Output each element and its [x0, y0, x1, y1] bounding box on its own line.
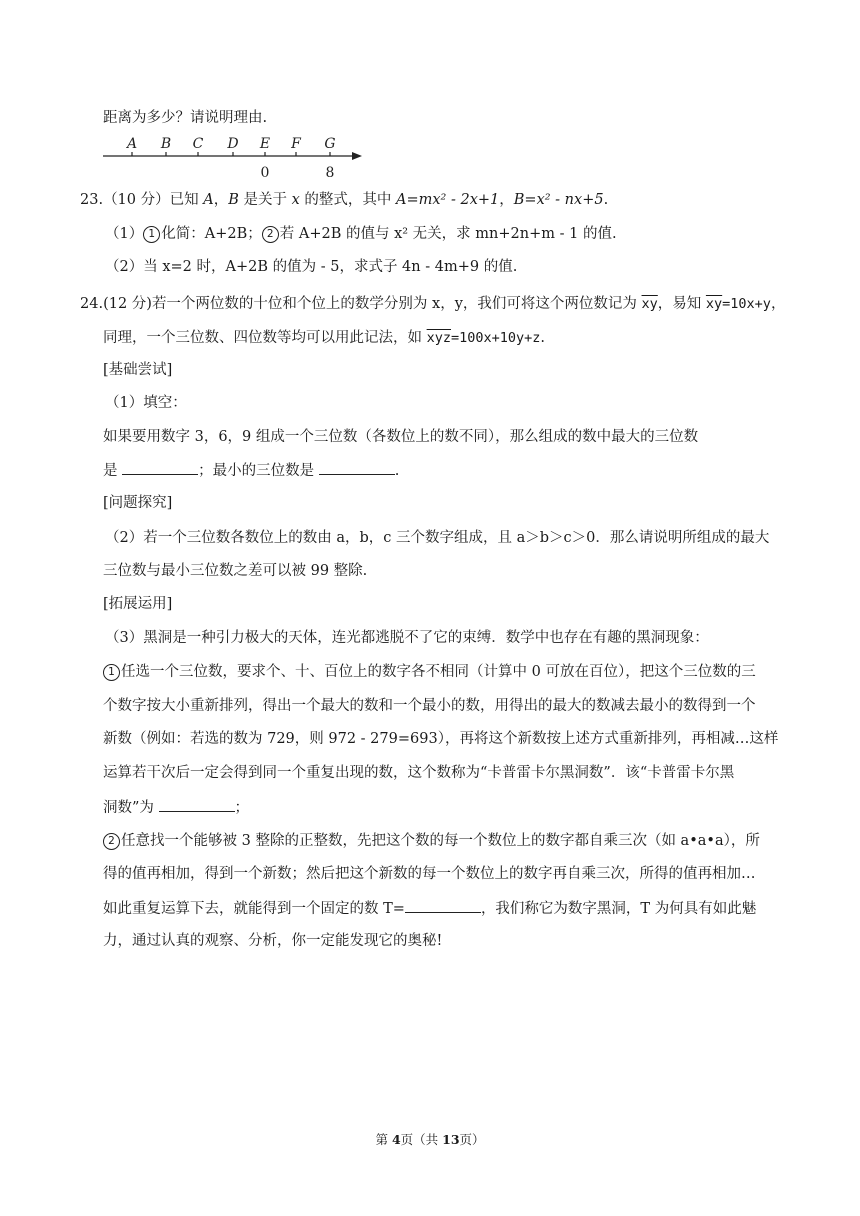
- q24-text: 任选一个三位数，要求个、十、百位上的数字各不相同（计算中 0 可放在百位），把这个三位数的三: [121, 664, 756, 680]
- footer-text: 页）: [459, 1132, 485, 1147]
- q24-part1-line1: 如果要用数字 3，6，9 组成一个三位数（各数位上的数不同），那么组成的数中最大的三位数: [103, 429, 699, 445]
- q24-part3-line6: [103, 797, 249, 818]
- q23-text: 已知: [169, 192, 204, 208]
- footer-text: 第: [375, 1132, 392, 1147]
- q24-text: 若一个两位数的十位和个位上的数学分别为 x，y，我们可将这个两位数记为: [151, 296, 642, 312]
- page-number: 4: [391, 1132, 401, 1147]
- q24-part3-line9: [103, 898, 756, 919]
- q23-def-a: A=mx² - 2x+1: [396, 192, 500, 208]
- q24-part3-line3: 个数字按大小重新排列，得出一个最大的数和一个最小的数，用得出的最大的数减去最小的数得到一个: [103, 698, 756, 714]
- q24-number: 24.: [80, 296, 104, 312]
- q24-part2-line1: （2）若一个三位数各数位上的数由 a，b，c 三个数字组成，且 a＞b＞c＞0．那么请说明所组成的最大: [105, 530, 770, 546]
- circled-two: 2: [103, 833, 120, 850]
- q23-score: （10 分）: [103, 192, 170, 208]
- q24-part3-line7: [103, 831, 760, 851]
- formula-three-digit: =100x+10y+z: [451, 330, 541, 346]
- q23-part2: （2）当 x=2 时，A+2B 的值为 - 5，求式子 4n - 4m+9 的值.: [105, 259, 518, 275]
- q24-text: ；最小的三位数是: [198, 463, 319, 479]
- section-basic: [基础尝试]: [103, 362, 173, 378]
- q23-def-b: B=x² - nx+5: [513, 192, 604, 208]
- point-label-c: C: [192, 136, 204, 152]
- q24-part3-line1: （3）黑洞是一种引力极大的天体，连光都逃脱不了它的束缚．数学中也存在有趣的黑洞现象：: [105, 630, 709, 646]
- value-label-zero: 0: [260, 165, 270, 181]
- q24-part3-line8: 得的值再相加，得到一个新数；然后把这个新数的每一个数位上的数字再自乘三次，所得的值再相加…: [103, 866, 756, 882]
- q24-text: ；: [234, 800, 250, 816]
- point-label-e: E: [259, 136, 271, 152]
- page-footer: [0, 1130, 860, 1148]
- q24-part3-line10: 力，通过认真的观察、分析，你一定能发现它的奥秘!: [103, 933, 443, 949]
- answer-blank-max[interactable]: [122, 460, 198, 475]
- page-total: 13: [442, 1132, 460, 1147]
- section-extend: [拓展运用]: [103, 596, 173, 612]
- q24-text: 同理，一个三位数、四位数等均可以用此记法，如: [103, 330, 427, 346]
- q23-stem: [80, 190, 608, 210]
- overline-xyz: $\overline{xyz}$: [426, 330, 451, 346]
- q23-part1-text: 若 A+2B 的值与 x² 无关，求 mn+2n+m - 1 的值.: [279, 226, 617, 242]
- q24-part1-line2: [103, 460, 399, 481]
- q23-part1-number: （1）: [105, 226, 144, 242]
- answer-blank-kaprekar[interactable]: [159, 797, 235, 812]
- q24-text: .: [540, 330, 546, 346]
- q24-text: 是: [103, 463, 123, 479]
- circled-two: 2: [262, 226, 279, 243]
- number-line-arrow: [352, 152, 362, 160]
- footer-text: 页（共: [400, 1132, 443, 1147]
- answer-blank-t[interactable]: [405, 898, 481, 913]
- q24-text: ，易知: [657, 296, 706, 312]
- q23-text: 是关于: [238, 192, 292, 208]
- q24-text: 任意找一个能够被 3 整除的正整数，先把这个数的每一个数位上的数字都自乘三次（如 a•a•a），所: [121, 833, 760, 849]
- number-line: [0, 132, 860, 182]
- question-continuation: 距离为多少？请说明理由.: [103, 110, 268, 126]
- q24-part3-line4: 新数（例如：若选的数为 729，则 972 - 279=693），再将这个新数按上述方式重新排列，再相减…这样: [103, 731, 779, 747]
- q24-text: .: [394, 463, 400, 479]
- formula-two-digit: =10x+y: [722, 296, 771, 312]
- answer-blank-min[interactable]: [319, 460, 395, 475]
- q24-stem-line1: [80, 294, 785, 314]
- value-label-eight: 8: [325, 165, 335, 181]
- point-label-g: G: [324, 136, 336, 152]
- q23-text: ，: [499, 192, 514, 208]
- q24-text: 如此重复运算下去，就能得到一个固定的数 T=: [103, 901, 405, 917]
- q24-part3-line5: 运算若干次后一定会得到同一个重复出现的数，这个数称为“卡普雷卡尔黑洞数”．该“卡普雷卡尔黑: [103, 765, 735, 781]
- circled-one: 1: [143, 226, 160, 243]
- q23-number: 23.: [80, 192, 104, 208]
- q23-text: ，: [213, 192, 229, 208]
- q24-text: ，: [770, 296, 786, 312]
- point-label-d: D: [227, 136, 239, 152]
- q24-score: (12 分): [103, 296, 152, 312]
- q24-part2-line2: 三位数与最小三位数之差可以被 99 整除.: [103, 563, 368, 579]
- q24-stem-line2: [103, 328, 545, 348]
- q23-var-x: x: [291, 192, 300, 208]
- q24-part3-line2: [103, 662, 756, 682]
- point-label-f: F: [291, 136, 301, 152]
- overline-xy: $\overline{xy}$: [641, 296, 658, 312]
- circled-one: 1: [103, 664, 120, 681]
- q24-part1-title: （1）填空：: [105, 395, 187, 411]
- section-explore: [问题探究]: [103, 495, 173, 511]
- q23-var-a: A: [203, 192, 214, 208]
- q23-text: .: [603, 192, 609, 208]
- point-label-a: A: [126, 136, 138, 152]
- q24-text: 洞数”为: [103, 800, 159, 816]
- q23-part1-text: 化简：A+2B；: [161, 226, 262, 242]
- overline-xy: $\overline{xy}$: [705, 296, 723, 312]
- q23-text: 的整式，其中: [299, 192, 396, 208]
- q23-part1: [105, 224, 617, 244]
- q24-text: ，我们称它为数字黑洞，T 为何具有如此魅: [480, 901, 757, 917]
- q23-var-b: B: [228, 192, 239, 208]
- point-label-b: B: [160, 136, 172, 152]
